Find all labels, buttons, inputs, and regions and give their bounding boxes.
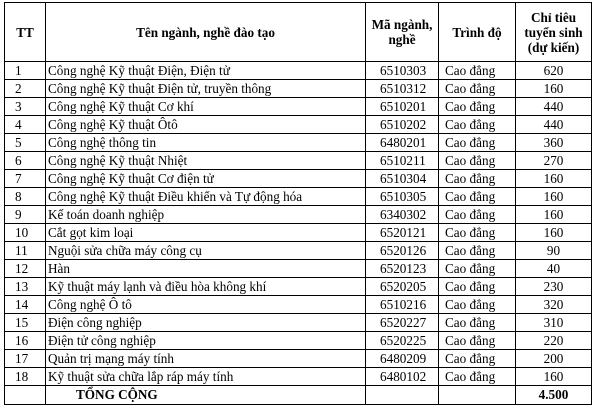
total-label: TỔNG CỘNG xyxy=(46,386,366,405)
enrollment-quota: 230 xyxy=(516,278,592,296)
training-level: Cao đẳng xyxy=(439,152,516,170)
row-number: 14 xyxy=(5,296,46,314)
table-row xyxy=(5,116,592,134)
program-code: 6340302 xyxy=(366,206,439,224)
table-row xyxy=(5,62,592,80)
enrollment-quota: 620 xyxy=(516,62,592,80)
table-row xyxy=(5,278,592,296)
total-code xyxy=(366,386,439,405)
row-number: 2 xyxy=(5,80,46,98)
table-row xyxy=(5,206,592,224)
training-level: Cao đẳng xyxy=(439,242,516,260)
table-header-row xyxy=(5,3,592,62)
row-number: 17 xyxy=(5,350,46,368)
enrollment-quota: 320 xyxy=(516,296,592,314)
program-name: Cắt gọt kim loại xyxy=(46,224,366,242)
table-row xyxy=(5,188,592,206)
row-number: 6 xyxy=(5,152,46,170)
training-level: Cao đẳng xyxy=(439,98,516,116)
table-row xyxy=(5,98,592,116)
training-level: Cao đẳng xyxy=(439,62,516,80)
table-row xyxy=(5,80,592,98)
program-code: 6520205 xyxy=(366,278,439,296)
program-code: 6510202 xyxy=(366,116,439,134)
enrollment-quota: 160 xyxy=(516,224,592,242)
row-number: 9 xyxy=(5,206,46,224)
table-row xyxy=(5,242,592,260)
program-name: Công nghệ thông tin xyxy=(46,134,366,152)
training-level: Cao đẳng xyxy=(439,134,516,152)
enrollment-quota: 220 xyxy=(516,332,592,350)
program-name: Kỹ thuật sửa chữa lắp ráp máy tính xyxy=(46,368,366,386)
row-number: 11 xyxy=(5,242,46,260)
program-code: 6480209 xyxy=(366,350,439,368)
table-row xyxy=(5,224,592,242)
training-level: Cao đẳng xyxy=(439,170,516,188)
header-quota: Chỉ tiêu tuyển sinh (dự kiến) xyxy=(516,3,592,62)
table-row xyxy=(5,368,592,386)
enrollment-quota: 160 xyxy=(516,206,592,224)
table-row xyxy=(5,296,592,314)
enrollment-quota: 200 xyxy=(516,350,592,368)
program-name: Công nghệ Kỹ thuật Điện, Điện tử xyxy=(46,62,366,80)
training-level: Cao đẳng xyxy=(439,368,516,386)
program-code: 6510216 xyxy=(366,296,439,314)
enrollment-quota: 440 xyxy=(516,98,592,116)
table-row xyxy=(5,314,592,332)
header-program-name: Tên ngành, nghề đào tạo xyxy=(46,3,366,62)
program-code: 6510305 xyxy=(366,188,439,206)
training-level: Cao đẳng xyxy=(439,278,516,296)
table-row xyxy=(5,260,592,278)
program-code: 6520225 xyxy=(366,332,439,350)
training-level: Cao đẳng xyxy=(439,296,516,314)
training-level: Cao đẳng xyxy=(439,332,516,350)
row-number: 3 xyxy=(5,98,46,116)
program-name: Công nghệ Kỹ thuật Cơ điện tử xyxy=(46,170,366,188)
enrollment-quota: 160 xyxy=(516,170,592,188)
training-level: Cao đẳng xyxy=(439,350,516,368)
row-number: 7 xyxy=(5,170,46,188)
enrollment-quota: 160 xyxy=(516,368,592,386)
enrollment-quota: 40 xyxy=(516,260,592,278)
table-row xyxy=(5,332,592,350)
training-level: Cao đẳng xyxy=(439,116,516,134)
program-name: Công nghệ Kỹ thuật Nhiệt xyxy=(46,152,366,170)
row-number: 13 xyxy=(5,278,46,296)
total-row xyxy=(5,386,592,405)
program-code: 6510211 xyxy=(366,152,439,170)
program-code: 6520227 xyxy=(366,314,439,332)
row-number: 16 xyxy=(5,332,46,350)
program-name: Kế toán doanh nghiệp xyxy=(46,206,366,224)
enrollment-table-container xyxy=(4,2,592,405)
enrollment-quota-table xyxy=(4,2,592,405)
enrollment-quota: 160 xyxy=(516,188,592,206)
program-name: Kỹ thuật máy lạnh và điều hòa không khí xyxy=(46,278,366,296)
training-level: Cao đẳng xyxy=(439,260,516,278)
total-quota: 4.500 xyxy=(516,386,592,405)
total-level xyxy=(439,386,516,405)
enrollment-quota: 310 xyxy=(516,314,592,332)
program-code: 6510304 xyxy=(366,170,439,188)
program-code: 6520123 xyxy=(366,260,439,278)
program-name: Quản trị mạng máy tính xyxy=(46,350,366,368)
program-code: 6480102 xyxy=(366,368,439,386)
row-number: 8 xyxy=(5,188,46,206)
header-tt: TT xyxy=(5,3,46,62)
program-name: Công nghệ Kỹ thuật Cơ khí xyxy=(46,98,366,116)
program-name: Hàn xyxy=(46,260,366,278)
table-row xyxy=(5,350,592,368)
enrollment-quota: 360 xyxy=(516,134,592,152)
program-name: Điện công nghiệp xyxy=(46,314,366,332)
row-number: 18 xyxy=(5,368,46,386)
row-number: 4 xyxy=(5,116,46,134)
program-code: 6480201 xyxy=(366,134,439,152)
program-code: 6510312 xyxy=(366,80,439,98)
header-program-code: Mã ngành, nghề xyxy=(366,3,439,62)
table-row xyxy=(5,152,592,170)
training-level: Cao đẳng xyxy=(439,188,516,206)
row-number: 15 xyxy=(5,314,46,332)
table-body xyxy=(5,62,592,405)
table-row xyxy=(5,134,592,152)
program-code: 6520121 xyxy=(366,224,439,242)
training-level: Cao đẳng xyxy=(439,314,516,332)
program-name: Công nghệ Kỹ thuật Điều khiển và Tự động hóa xyxy=(46,188,366,206)
program-name: Công nghệ Kỹ thuật Điện tử, truyền thông xyxy=(46,80,366,98)
row-number: 10 xyxy=(5,224,46,242)
program-name: Nguội sửa chữa máy công cụ xyxy=(46,242,366,260)
total-row-number xyxy=(5,386,46,405)
program-name: Công nghệ Ô tô xyxy=(46,296,366,314)
row-number: 1 xyxy=(5,62,46,80)
training-level: Cao đẳng xyxy=(439,224,516,242)
enrollment-quota: 160 xyxy=(516,80,592,98)
program-name: Điện tử công nghiệp xyxy=(46,332,366,350)
training-level: Cao đẳng xyxy=(439,80,516,98)
enrollment-quota: 90 xyxy=(516,242,592,260)
enrollment-quota: 270 xyxy=(516,152,592,170)
header-level: Trình độ xyxy=(439,3,516,62)
program-code: 6510201 xyxy=(366,98,439,116)
program-code: 6520126 xyxy=(366,242,439,260)
enrollment-quota: 440 xyxy=(516,116,592,134)
row-number: 12 xyxy=(5,260,46,278)
row-number: 5 xyxy=(5,134,46,152)
training-level: Cao đẳng xyxy=(439,206,516,224)
program-name: Công nghệ Kỹ thuật Ôtô xyxy=(46,116,366,134)
table-row xyxy=(5,170,592,188)
program-code: 6510303 xyxy=(366,62,439,80)
